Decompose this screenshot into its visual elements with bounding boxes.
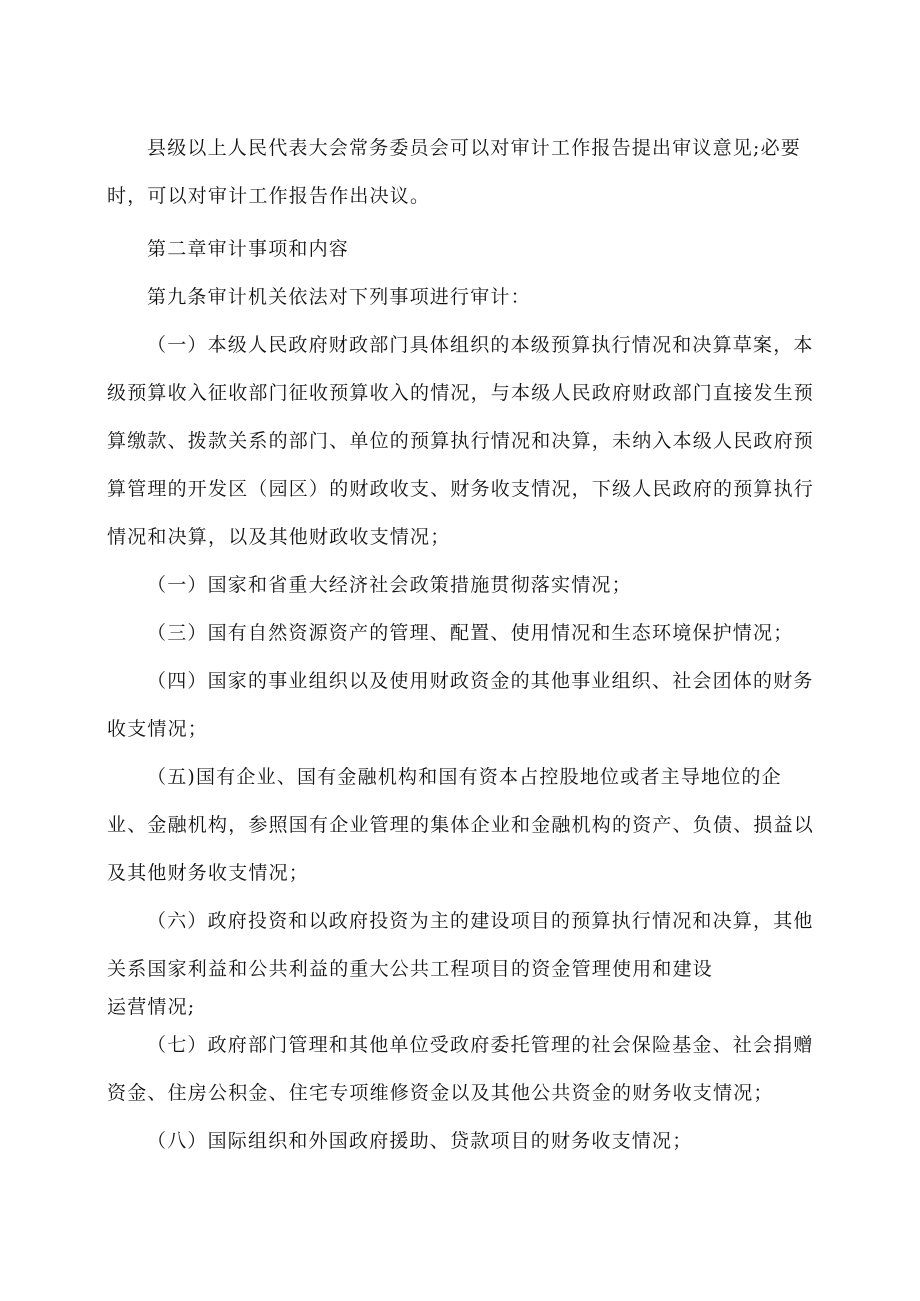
item-policy-implementation: （一）国家和省重大经济社会政策措施贯彻落实情况； <box>147 574 632 596</box>
item-foreign-aid-loans: （八）国际组织和外国政府援助、贷款项目的财务收支情况； <box>147 1130 693 1152</box>
item-government-investment-tail: 运营情况; <box>107 996 196 1018</box>
item-budget-execution: （一）本级人民政府财政部门具体组织的本级预算执行情况和决算草案，本级预算收入征收部门征收预算收入的情况，与本级人民政府财政部门直接发生预算缴款、拨款关系的部门、单位的预算执行情况和决算，未纳入本级人民政府预算管理的开发区（园区）的财政收支、财务收支情况，下级人民政府的预算执行情况和决算，以及其他财政收支情况； <box>107 334 815 548</box>
document-body <box>107 124 819 1165</box>
article-nine-intro: 第九条审计机关依法对下列事项进行审计： <box>147 286 531 308</box>
chapter-heading: 第二章审计事项和内容 <box>147 238 350 260</box>
item-state-enterprises: （五)国有企业、国有金融机构和国有资本占控股地位或者主导地位的企业、金融机构，参照国有企业管理的集体企业和金融机构的资产、负债、损益以及其他财务收支情况； <box>107 766 815 884</box>
item-public-funds: （七）政府部门管理和其他单位受政府委托管理的社会保险基金、社会捐赠资金、住房公积金、住宅专项维修资金以及其他公共资金的财务收支情况； <box>107 1034 814 1104</box>
paragraph-review-opinion: 县级以上人民代表大会常务委员会可以对审计工作报告提出审议意见;必要时，可以对审计工作报告作出决议。 <box>107 137 802 207</box>
item-government-investment: （六）政府投资和以政府投资为主的建设项目的预算执行情况和决算，其他关系国家利益和公共利益的重大公共工程项目的资金管理使用和建设 <box>107 910 814 980</box>
item-public-institutions: （四）国家的事业组织以及使用财政资金的其他事业组织、社会团体的财务收支情况； <box>107 670 814 740</box>
item-natural-resources: （三）国有自然资源资产的管理、配置、使用情况和生态环境保护情况； <box>147 622 794 644</box>
